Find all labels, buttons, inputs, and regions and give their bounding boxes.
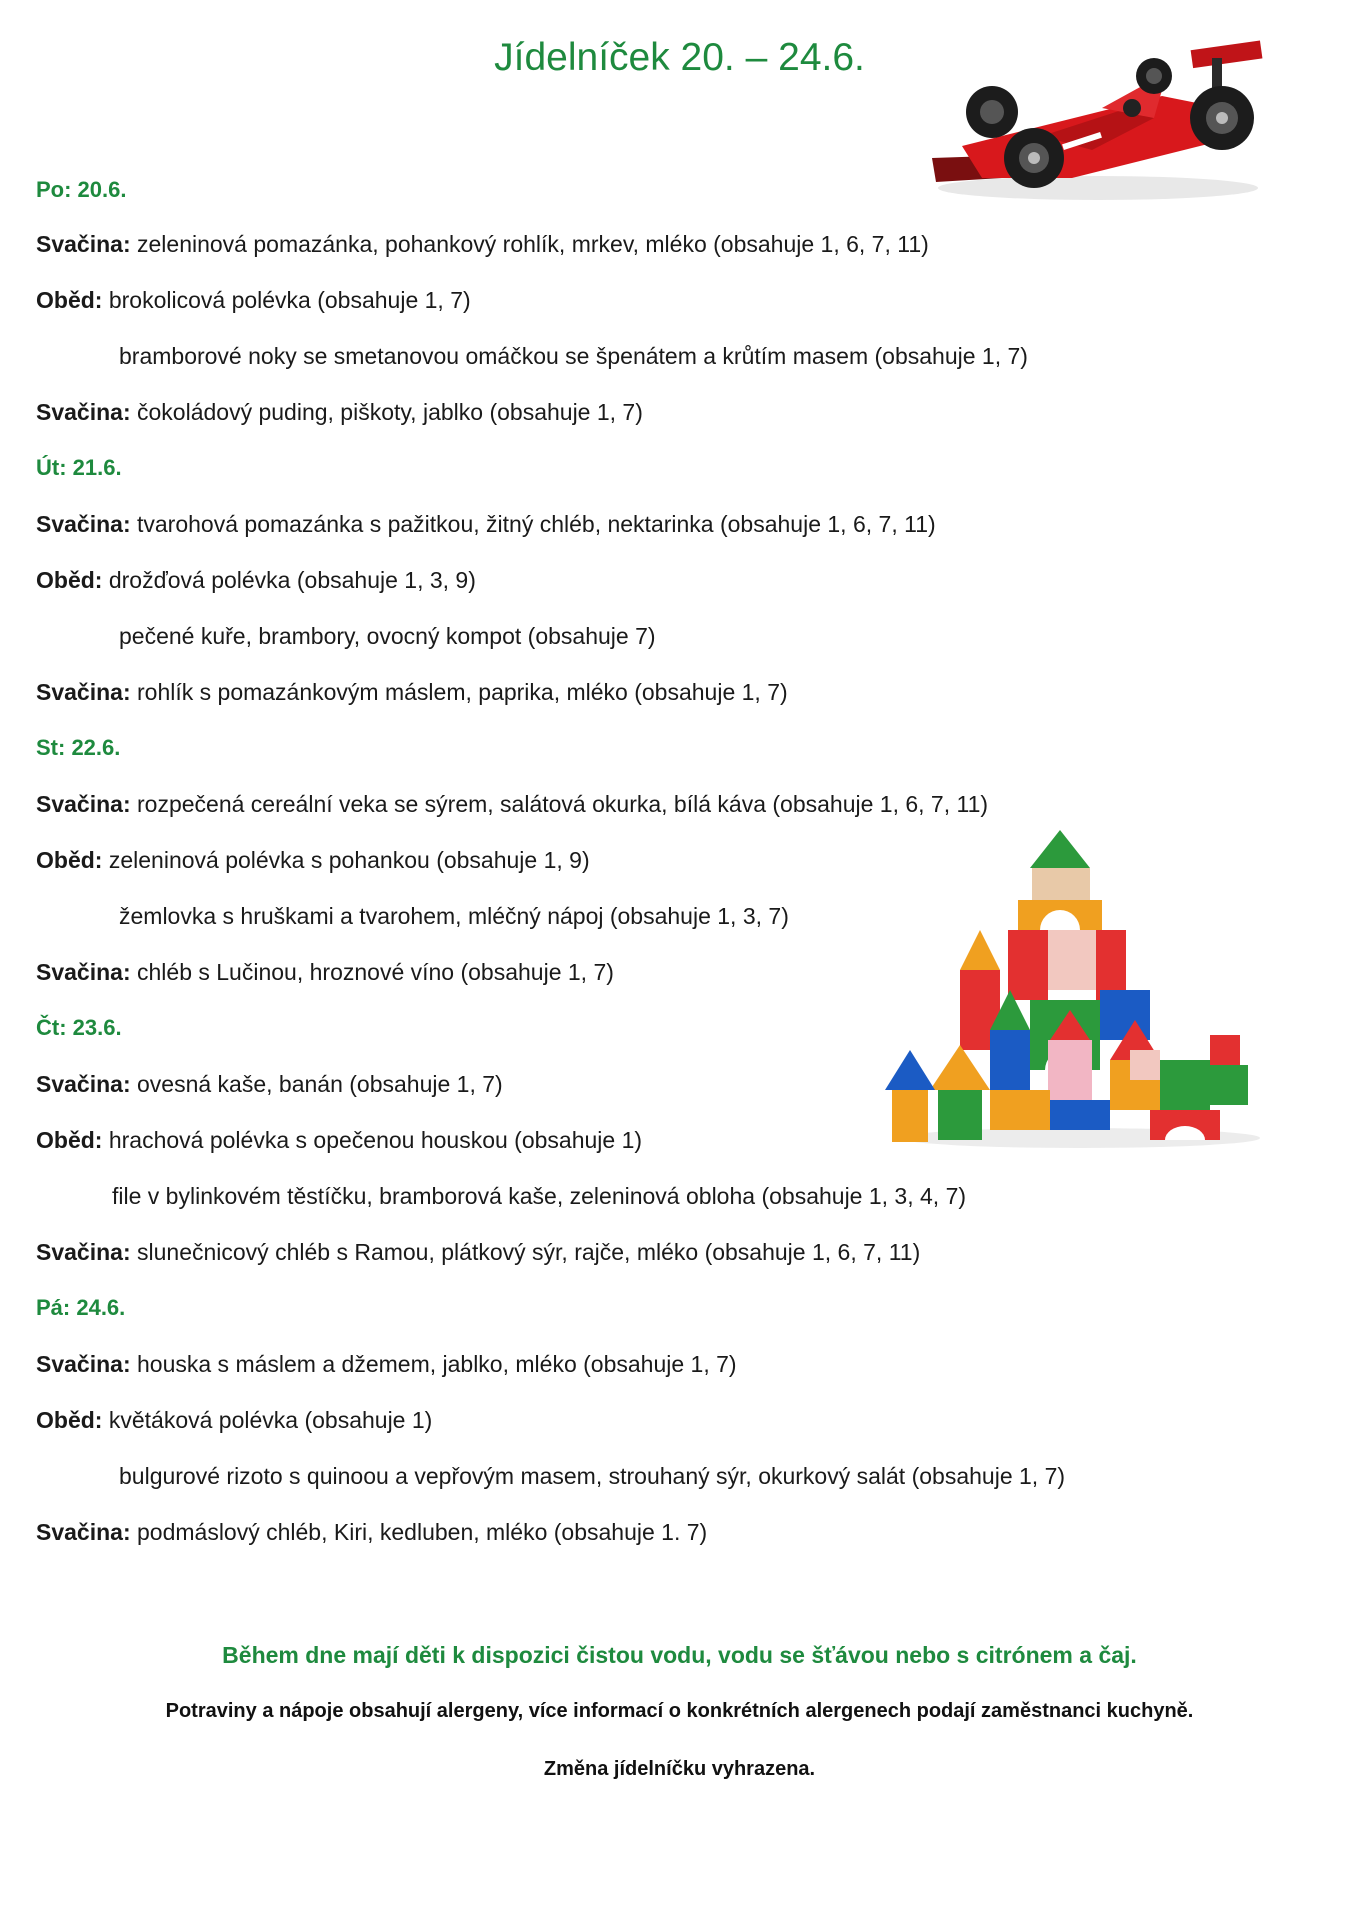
meal-text: rozpečená cereální veka se sýrem, salátová okurka, bílá káva (obsahuje 1, 6, 7, 11) [137,791,989,817]
meal-text: hrachová polévka s opečenou houskou (obsahuje 1) [108,1127,643,1153]
meal-line [36,678,788,706]
meal-line [119,902,789,930]
meal-text: bulgurové rizoto s quinoou a vepřovým masem, strouhaný sýr, okurkový salát (obsahuje 1, 7) [119,1463,1066,1489]
meal-label: Oběd: [36,567,103,593]
water-note: Během dne mají děti k dispozici čistou vodu, vodu se šťávou nebo s citrónem a čaj. [222,1642,1137,1668]
meal-text: brokolicová polévka (obsahuje 1, 7) [108,287,471,313]
meal-line [36,846,590,874]
meal-text: květáková polévka (obsahuje 1) [108,1407,433,1433]
day-heading: Po: 20.6. [36,177,127,202]
meal-label: Oběd: [36,1407,103,1433]
meal-text: žemlovka s hruškami a tvarohem, mléčný nápoj (obsahuje 1, 3, 7) [119,903,789,929]
meal-line [36,566,476,594]
meal-text: zeleninová polévka s pohankou (obsahuje 1, 9) [108,847,590,873]
meal-text: houska s máslem a džemem, jablko, mléko (obsahuje 1, 7) [137,1351,737,1377]
meal-label: Svačina: [36,1519,131,1545]
meal-line [36,230,929,258]
meal-label: Svačina: [36,1351,131,1377]
meal-line [36,1518,707,1546]
meal-label: Svačina: [36,511,131,537]
allergen-note: Potraviny a nápoje obsahují alergeny, více informací o konkrétních alergenech podají zaměstnanci kuchyně. [165,1700,1194,1722]
meal-line [112,1182,966,1210]
meal-text: čokoládový puding, piškoty, jablko (obsahuje 1, 7) [137,399,643,425]
toy-blocks-image [880,820,1265,1150]
meal-line [36,790,988,818]
meal-text: drožďová polévka (obsahuje 1, 3, 9) [108,567,476,593]
meal-label: Oběd: [36,1127,103,1153]
meal-line [36,286,471,314]
meal-label: Oběd: [36,847,103,873]
meal-text: bramborové noky se smetanovou omáčkou se špenátem a krůtím masem (obsahuje 1, 7) [119,343,1028,369]
day-heading: Út: 21.6. [36,455,122,480]
meal-line [119,342,1028,370]
meal-text: pečené kuře, brambory, ovocný kompot (obsahuje 7) [119,623,656,649]
meal-text: slunečnicový chléb s Ramou, plátkový sýr, rajče, mléko (obsahuje 1, 6, 7, 11) [137,1239,921,1265]
meal-line [36,510,936,538]
meal-text: file v bylinkovém těstíčku, bramborová kaše, zeleninová obloha (obsahuje 1, 3, 4, 7) [112,1183,967,1209]
meal-line [119,1462,1065,1490]
meal-line [36,1238,920,1266]
change-note: Změna jídelníčku vyhrazena. [543,1758,816,1780]
meal-text: tvarohová pomazánka s pažitkou, žitný chléb, nektarinka (obsahuje 1, 6, 7, 11) [137,511,936,537]
meal-label: Svačina: [36,1071,131,1097]
meal-text: podmáslový chléb, Kiri, kedluben, mléko (obsahuje 1. 7) [137,1519,708,1545]
race-car-image [922,38,1274,208]
meal-text: chléb s Lučinou, hroznové víno (obsahuje 1, 7) [137,959,614,985]
meal-label: Svačina: [36,959,131,985]
day-heading: Čt: 23.6. [36,1015,122,1040]
meal-label: Svačina: [36,231,131,257]
meal-line [36,1126,642,1154]
page-title: Jídelníček 20. – 24.6. [494,36,865,79]
meal-text: zeleninová pomazánka, pohankový rohlík, mrkev, mléko (obsahuje 1, 6, 7, 11) [137,231,929,257]
meal-line [36,958,614,986]
meal-line [36,1070,503,1098]
meal-text: ovesná kaše, banán (obsahuje 1, 7) [137,1071,503,1097]
meal-line [36,1406,432,1434]
meal-line [36,398,643,426]
meal-label: Svačina: [36,1239,131,1265]
day-heading: Pá: 24.6. [36,1295,126,1320]
meal-line [119,622,656,650]
meal-label: Svačina: [36,679,131,705]
meal-text: rohlík s pomazánkovým máslem, paprika, mléko (obsahuje 1, 7) [137,679,788,705]
meal-line [36,1350,737,1378]
meal-label: Oběd: [36,287,103,313]
day-heading: St: 22.6. [36,735,121,760]
meal-label: Svačina: [36,791,131,817]
meal-label: Svačina: [36,399,131,425]
